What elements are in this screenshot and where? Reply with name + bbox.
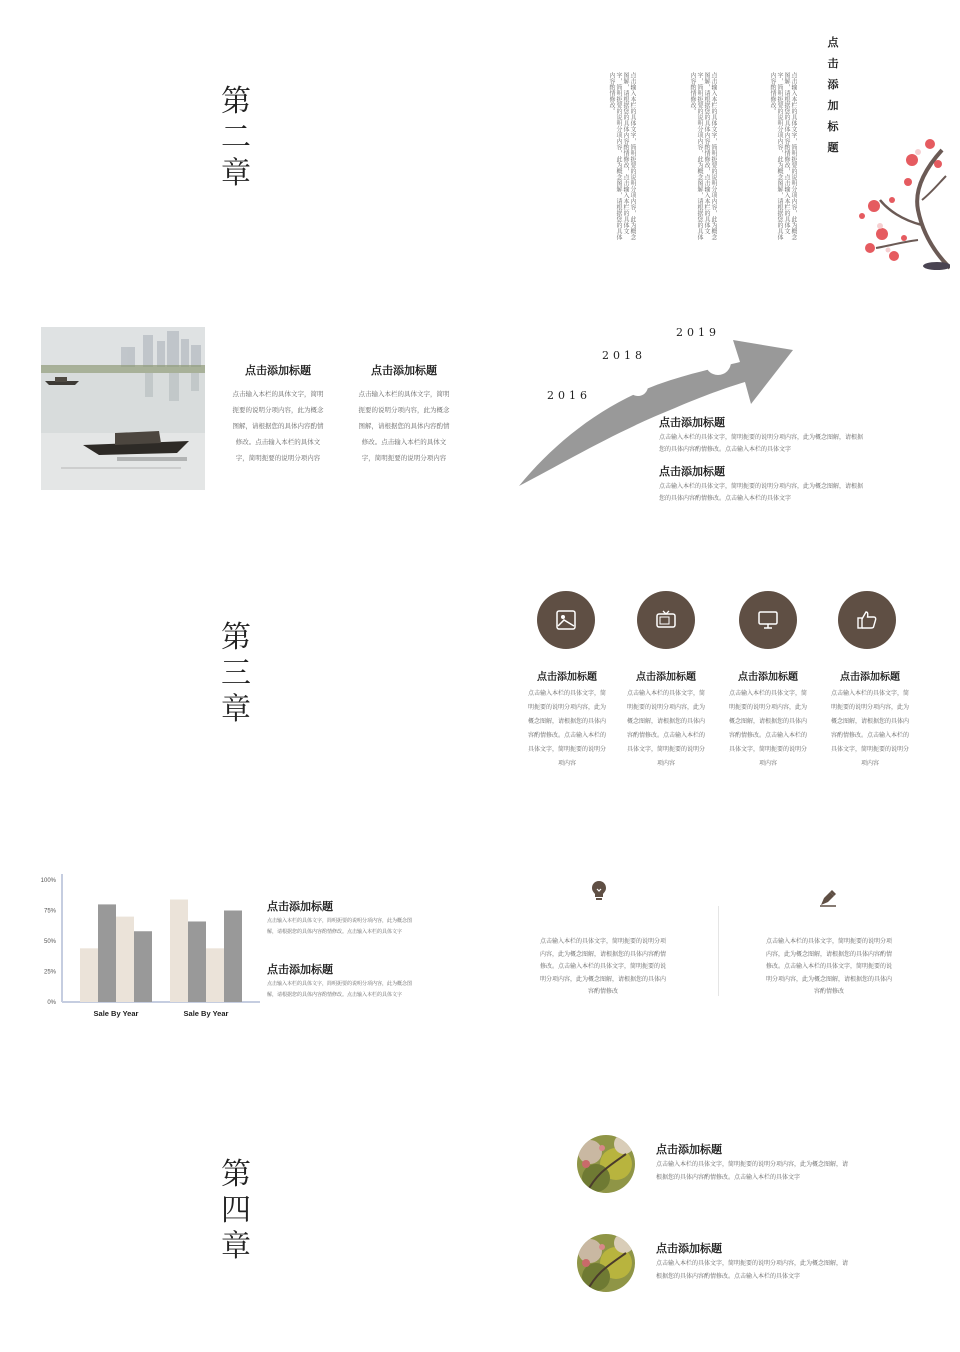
river-boat-painting bbox=[41, 327, 205, 490]
tv-icon bbox=[654, 608, 678, 632]
chapter-3-title: 第 三 章 bbox=[221, 620, 251, 727]
plum-blossom-illustration bbox=[852, 130, 950, 272]
split-text-left: 点击输入本栏的具体文字，简明扼要的说明分项 内容，此为概念图解，请根据您的具体内容酌情 修改。点击输入本栏的具体文字，简明扼要的说 明分项内容，此为概念图解，请根据您的具体内 容酌情修改 bbox=[539, 938, 666, 995]
bar-chart bbox=[28, 868, 264, 1024]
bar bbox=[188, 921, 206, 1002]
year-2019: 2019 bbox=[676, 326, 720, 339]
flower-circle-image-2 bbox=[576, 1233, 636, 1293]
image-icon-circle bbox=[537, 591, 595, 649]
chapter-2-title: 第 二 章 bbox=[221, 84, 251, 191]
section3-icon-col-1: 点击添加标题 点击输入本栏的具体文字，简 明扼要的说明分项内容，此为 概念图解，请根据您的具体内 容酌情修改。点击输入本栏的 具体文字，简明扼要的说明分 项内容 bbox=[527, 672, 606, 767]
y-tick-label: 50% bbox=[43, 939, 56, 945]
section2-item-2: 点击添加标题 点击输入本栏的具体文字，简明扼要的说明分项内容，此为概念图解，请根据 您的具体内容酌情修改。点击输入本栏的具体文字 bbox=[659, 465, 864, 502]
y-tick-label: 0% bbox=[47, 1000, 56, 1006]
section2-col-1-title: 点击添加标题 bbox=[245, 364, 311, 377]
year-2018: 2018 bbox=[602, 349, 646, 362]
section2-item-1: 点击添加标题 点击输入本栏的具体文字，简明扼要的说明分项内容，此为概念图解，请根据 您的具体内容酌情修改。点击输入本栏的具体文字 bbox=[659, 416, 864, 453]
y-tick-label: 75% bbox=[43, 908, 56, 915]
bar bbox=[134, 931, 152, 1002]
y-tick-label: 25% bbox=[43, 969, 56, 976]
vertical-title: 点 击 添 加 标 题 bbox=[827, 36, 839, 154]
vertical-text-1: 点击输入本栏的具体文字，简明扼要的说明分项内容，此为概念图解，请根据您的具体内容酌情修改，点击输入本栏的具体文字，简明扼要的说明分项内容，此为概念图解，请根据您的具体内容酌情修改。 bbox=[608, 72, 636, 240]
section4-item-2: 点击添加标题 点击输入本栏的具体文字，简明扼要的说明分项内容，此为概念图解，请 根据您的具体内容酌情修改。点击输入本栏的具体文字 bbox=[656, 1242, 849, 1280]
chart-item-2: 点击添加标题 点击输入本栏的具体文字，简明扼要的说明分项内容，此为概念图 解，请根据您的具体内容酌情修改。点击输入本栏的具体文字 bbox=[267, 963, 413, 998]
bar bbox=[116, 917, 134, 1002]
section4-item-1: 点击添加标题 点击输入本栏的具体文字，简明扼要的说明分项内容，此为概念图解，请 根据您的具体内容酌情修改。点击输入本栏的具体文字 bbox=[656, 1143, 849, 1181]
thumbs-up-icon-circle bbox=[838, 591, 896, 649]
section3-icon-col-4: 点击添加标题 点击输入本栏的具体文字，简 明扼要的说明分项内容，此为 概念图解，请根据您的具体内 容酌情修改。点击输入本栏的 具体文字，简明扼要的说明分 项内容 bbox=[830, 672, 909, 767]
bar bbox=[224, 911, 242, 1003]
flower-circle-image-1 bbox=[576, 1134, 636, 1194]
lightbulb-icon bbox=[590, 880, 608, 902]
section2-col-2-title: 点击添加标题 bbox=[371, 364, 437, 377]
pen-icon bbox=[818, 888, 838, 908]
chart-item-1: 点击添加标题 点击输入本栏的具体文字，简明扼要的说明分项内容，此为概念图 解，请根据您的具体内容酌情修改。点击输入本栏的具体文字 bbox=[267, 900, 413, 935]
section3-icon-col-3: 点击添加标题 点击输入本栏的具体文字，简 明扼要的说明分项内容，此为 概念图解，请根据您的具体内 容酌情修改。点击输入本栏的 具体文字，简明扼要的说明分 项内容 bbox=[728, 672, 807, 767]
section3-icon-col-2: 点击添加标题 点击输入本栏的具体文字，简 明扼要的说明分项内容，此为 概念图解，请根据您的具体内 容酌情修改。点击输入本栏的 具体文字，简明扼要的说明分 项内容 bbox=[626, 672, 705, 767]
bar bbox=[206, 948, 224, 1002]
monitor-icon-circle bbox=[739, 591, 797, 649]
image-icon bbox=[554, 608, 578, 632]
tv-icon-circle bbox=[637, 591, 695, 649]
x-category-label: Sale By Year bbox=[93, 1009, 139, 1018]
monitor-icon bbox=[756, 608, 780, 632]
vertical-text-2: 点击输入本栏的具体文字，简明扼要的说明分项内容，此为概念图解，请根据您的具体内容酌情修改，点击输入本栏的具体文字，简明扼要的说明分项内容，此为概念图解，请根据您的具体内容酌情修改。 bbox=[689, 72, 717, 240]
thumbs-up-icon bbox=[855, 608, 879, 632]
section2-col-1: 点击添加标题 点击输入本栏的具体文字，简明 扼要的说明分项内容，此为概念 图解，请根据您的具体内容酌情 修改。点击输入本栏的具体文 字，简明扼要的说明分项内容 bbox=[226, 362, 330, 466]
y-tick-label: 100% bbox=[40, 878, 56, 884]
vertical-text-3: 点击输入本栏的具体文字，简明扼要的说明分项内容，此为概念图解，请根据您的具体内容酌情修改，点击输入本栏的具体文字，简明扼要的说明分项内容，此为概念图解，请根据您的具体内容酌情修改。 bbox=[769, 72, 797, 240]
year-2016: 2016 bbox=[547, 389, 591, 402]
bar bbox=[80, 948, 98, 1002]
chapter-4-title: 第 四 章 bbox=[221, 1157, 251, 1264]
split-text-right: 点击输入本栏的具体文字，简明扼要的说明分项 内容，此为概念图解，请根据您的具体内容酌情 修改。点击输入本栏的具体文字，简明扼要的说 明分项内容，此为概念图解，请根据您的具体内 容酌情修改 bbox=[765, 938, 892, 995]
section2-col-2: 点击添加标题 点击输入本栏的具体文字，简明 扼要的说明分项内容，此为概念 图解，请根据您的具体内容酌情 修改。点击输入本栏的具体文 字，简明扼要的说明分项内容 bbox=[352, 362, 456, 466]
bar bbox=[170, 900, 188, 1002]
x-category-label: Sale By Year bbox=[183, 1009, 229, 1018]
split-divider bbox=[718, 906, 719, 996]
bar bbox=[98, 904, 116, 1002]
